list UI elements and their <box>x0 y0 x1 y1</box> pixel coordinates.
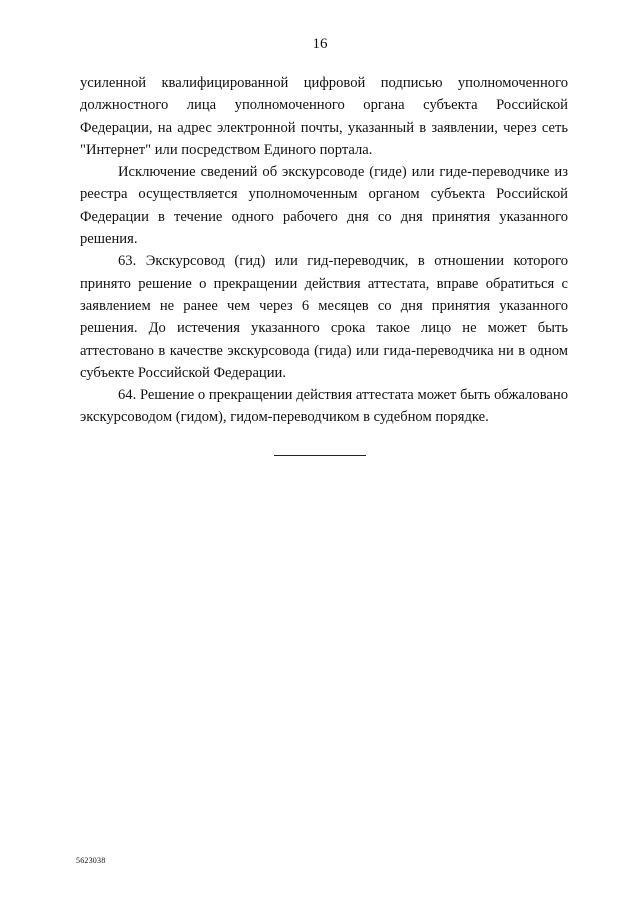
paragraph-63: 63. Экскурсовод (гид) или гид-переводчик, в отношении которого принято решение о прекращении действия аттестата, вправе обратиться с заявлением не ранее чем через 6 месяцев со дня принятия указанного решения. До истечения указанного срока такое лицо не может быть аттестовано в качестве экскурсовода (гида) или гида-переводчика ни в одном субъекте Российской Федерации. <box>80 253 568 381</box>
page-number: 16 <box>312 36 328 52</box>
paragraph-registry-exclusion: Исключение сведений об экскурсоводе (гиде) или гиде-переводчике из реестра осуществляется уполномоченным органом субъекта Российской Федерации в течение одного рабочего дня со дня принятия указанного решения. <box>80 164 568 248</box>
paragraph-continuation: усиленной квалифицированной цифровой подписью уполномоченного должностного лица уполномоченного органа субъекта Российской Федерации, на адрес электронной почты, указанный в заявлении, через сеть "Интернет" или посредством Единого портала. <box>80 75 568 158</box>
paragraph-64: 64. Решение о прекращении действия аттестата может быть обжаловано экскурсоводом (гидом), гидом-переводчиком в судебном порядке. <box>80 387 568 426</box>
document-body <box>80 72 568 429</box>
document-code: 5623038 <box>76 856 106 865</box>
end-divider <box>274 455 366 456</box>
